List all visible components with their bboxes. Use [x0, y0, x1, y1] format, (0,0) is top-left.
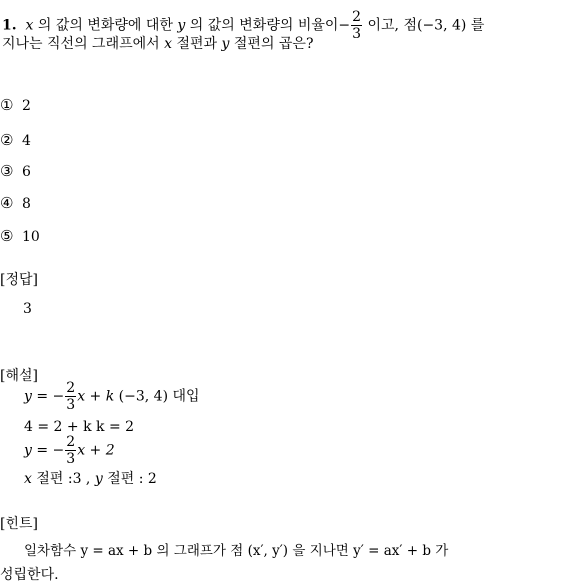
equation-lhs: y = −	[24, 442, 65, 459]
choice-3[interactable]	[0, 164, 31, 179]
y-variable: y	[94, 471, 103, 487]
question-line-2	[2, 37, 313, 51]
solution-line-4	[24, 472, 157, 486]
solution-line-1	[24, 381, 200, 412]
question-number: 1.	[2, 17, 17, 34]
equation-rhs: x + 2	[77, 442, 115, 459]
choice-1[interactable]	[0, 98, 31, 113]
solution-text: 대입	[172, 388, 200, 405]
question-text: 절편의 곱은?	[233, 36, 314, 52]
solution-text: 절편 :3 ,	[36, 471, 91, 487]
question-text: 절편과	[176, 36, 218, 52]
equation-lhs: y = −	[24, 388, 65, 405]
hint-line-1: 일차함수 y = ax + b 의 그래프가 점 (x′, y′) 을 지나면 y′ = ax′ + b 가	[24, 543, 449, 559]
solution-line-3	[24, 435, 115, 466]
choice-mark: ①	[0, 96, 14, 114]
choice-value: 10	[22, 229, 40, 245]
x-variable: x	[24, 471, 32, 487]
choice-2[interactable]	[0, 133, 31, 148]
point-coordinates: (−3, 4)	[118, 388, 169, 405]
choice-mark: ④	[0, 194, 14, 212]
choice-mark: ③	[0, 162, 14, 180]
minus-sign: −	[338, 17, 351, 34]
fraction-numerator: 2	[66, 380, 76, 396]
y-variable: y	[177, 17, 186, 34]
question-text: 지나는 직선의 그래프에서	[2, 36, 160, 52]
choice-value: 6	[22, 164, 31, 180]
fraction	[65, 381, 76, 412]
fraction	[351, 10, 362, 41]
hint-label: [힌트]	[0, 516, 38, 532]
equation-rhs: x + k	[77, 388, 115, 405]
answer-value: 3	[23, 301, 32, 317]
question-text: 의 값의 변화량의 비율이	[189, 17, 339, 34]
choice-value: 2	[22, 98, 31, 114]
point-coordinates: (−3, 4)	[416, 17, 467, 34]
question-text: 를	[470, 17, 485, 34]
solution-text: 절편 : 2	[107, 471, 157, 487]
choice-mark: ②	[0, 131, 14, 149]
question-text: 이고, 점	[367, 17, 417, 34]
solution-line-2: 4 = 2 + k k = 2	[24, 419, 135, 435]
x-variable: x	[164, 36, 173, 52]
fraction-denominator: 3	[66, 451, 76, 467]
x-variable: x	[25, 17, 34, 34]
choice-value: 4	[22, 133, 31, 149]
choice-4[interactable]	[0, 196, 31, 211]
fraction-denominator: 3	[66, 397, 76, 413]
fraction-numerator: 2	[66, 434, 76, 450]
choice-5[interactable]	[0, 229, 40, 244]
solution-label: [해설]	[0, 368, 38, 384]
question-text: 의 값의 변화량에 대한	[37, 17, 173, 34]
fraction-denominator: 3	[352, 26, 362, 42]
fraction-numerator: 2	[352, 9, 362, 25]
hint-line-2: 성립한다.	[0, 567, 59, 583]
choice-mark: ⑤	[0, 227, 14, 245]
fraction	[65, 435, 76, 466]
choice-value: 8	[22, 196, 31, 212]
y-variable: y	[221, 36, 230, 52]
answer-label: [정답]	[0, 272, 38, 288]
